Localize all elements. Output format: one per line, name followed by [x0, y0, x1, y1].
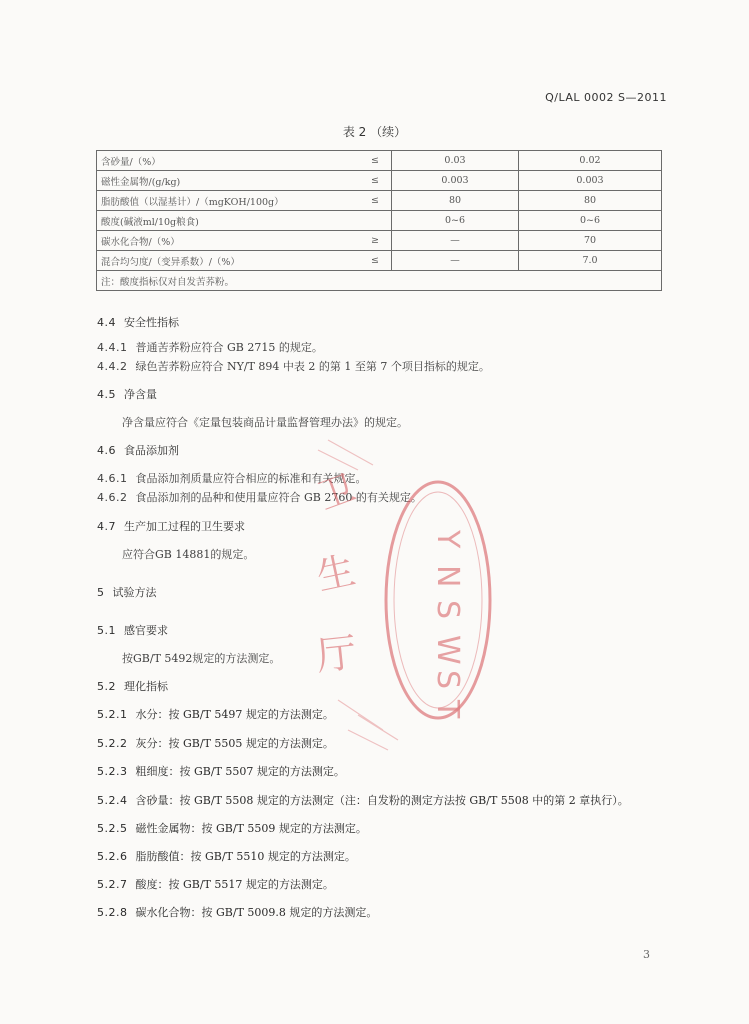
paragraph [122, 650, 280, 666]
svg-text:S: S [430, 600, 465, 620]
clause-text: 碳水化合物：按 GB/T 5009.8 规定的方法测定。 [135, 906, 378, 919]
clause-number: 4.5 [97, 388, 116, 401]
clause-number: 5.2.5 [97, 822, 128, 835]
clause-number: 4.4 [97, 316, 116, 329]
clause-number: 5.2.2 [97, 737, 128, 750]
section-heading [97, 622, 168, 638]
clause-text: 磁性金属物：按 GB/T 5509 规定的方法测定。 [135, 822, 367, 835]
table-cell-operator: ≤ [359, 151, 392, 171]
table-cell-item: 磁性金属物/(g/kg) [97, 171, 360, 191]
table-cell-operator [359, 211, 392, 231]
clause-text: 酸度：按 GB/T 5517 规定的方法测定。 [135, 878, 334, 891]
table-row [97, 191, 662, 211]
clause-number: 5.2.6 [97, 850, 128, 863]
clause-number: 4.6 [97, 444, 116, 457]
clause-text: 净含量 [124, 388, 157, 401]
clause-number: 5.2 [97, 680, 116, 693]
clause-text: 食品添加剂的品种和使用量应符合 GB 2760 的有关规定。 [135, 491, 422, 504]
section-heading [97, 386, 157, 402]
clause-text: 感官要求 [124, 624, 168, 637]
svg-text:Y: Y [430, 530, 465, 549]
paragraph [122, 546, 254, 562]
section-heading [97, 518, 245, 534]
table-cell-value-green: 70 [519, 231, 662, 251]
svg-text:生: 生 [312, 547, 360, 599]
table-row [97, 151, 662, 171]
table-cell-value-green: 7.0 [519, 251, 662, 271]
clause-item [97, 792, 629, 808]
table-cell-value-green: 0.02 [519, 151, 662, 171]
table-row [97, 251, 662, 271]
clause-item [97, 339, 323, 355]
clause-text: 食品添加剂 [124, 444, 179, 457]
document-code: Q/LAL 0002 S—2011 [545, 91, 667, 104]
svg-text:卫: 卫 [313, 467, 361, 519]
table-cell-value-green: 0.003 [519, 171, 662, 191]
table-cell-value-green: 0~6 [519, 211, 662, 231]
section-heading [97, 442, 179, 458]
clause-item [97, 358, 490, 374]
table-cell-value-normal: — [392, 231, 519, 251]
spec-table [96, 150, 662, 291]
clause-item [97, 820, 367, 836]
table-cell-value-normal: 0.003 [392, 171, 519, 191]
clause-number: 4.4.2 [97, 360, 128, 373]
clause-text: 应符合GB 14881的规定。 [122, 548, 255, 561]
clause-number: 4.7 [97, 520, 116, 533]
table-cell-value-normal: — [392, 251, 519, 271]
table-cell-item: 酸度(碱液ml/10g粮食) [97, 211, 360, 231]
clause-number: 4.6.1 [97, 472, 128, 485]
table-cell-value-green: 80 [519, 191, 662, 211]
svg-text:W: W [430, 635, 465, 665]
section-heading [97, 314, 179, 330]
section-heading [97, 584, 157, 600]
clause-text: 水分：按 GB/T 5497 规定的方法测定。 [135, 708, 334, 721]
table-cell-item: 混合均匀度/（变异系数）/（%） [97, 251, 360, 271]
clause-text: 普通苦荞粉应符合 GB 2715 的规定。 [135, 341, 323, 354]
paragraph [122, 414, 408, 430]
official-seal-stamp [288, 430, 508, 770]
clause-text: 粗细度：按 GB/T 5507 规定的方法测定。 [135, 765, 345, 778]
clause-number: 5.2.3 [97, 765, 128, 778]
clause-text: 灰分：按 GB/T 5505 规定的方法测定。 [135, 737, 334, 750]
table-title: 表 2 （续） [342, 125, 407, 139]
table-cell-value-normal: 0~6 [392, 211, 519, 231]
table-cell-value-normal: 80 [392, 191, 519, 211]
clause-text: 脂肪酸值：按 GB/T 5510 规定的方法测定。 [135, 850, 356, 863]
clause-item [97, 876, 334, 892]
table-row [97, 211, 662, 231]
table-cell-operator: ≤ [359, 191, 392, 211]
table-cell-item: 碳水化合物/（%） [97, 231, 360, 251]
clause-item [97, 848, 356, 864]
clause-number: 5 [97, 586, 105, 599]
page-number: 3 [643, 948, 650, 961]
table-row [97, 231, 662, 251]
clause-number: 5.2.1 [97, 708, 128, 721]
clause-text: 净含量应符合《定量包装商品计量监督管理办法》的规定。 [122, 416, 408, 429]
svg-text:S: S [430, 670, 465, 690]
clause-text: 绿色苦荞粉应符合 NY/T 894 中表 2 的第 1 至第 7 个项目指标的规定。 [135, 360, 490, 373]
clause-number: 4.6.2 [97, 491, 128, 504]
clause-text: 含砂量：按 GB/T 5508 规定的方法测定（注：自发粉的测定方法按 GB/T 5508 中的第 2 章执行）。 [135, 794, 629, 807]
clause-text: 试验方法 [112, 586, 157, 599]
table-cell-item: 脂肪酸值（以湿基计）/（mgKOH/100g） [97, 191, 360, 211]
table-cell-value-normal: 0.03 [392, 151, 519, 171]
clause-text: 理化指标 [124, 680, 168, 693]
clause-text: 按GB/T 5492规定的方法测定。 [122, 652, 281, 665]
table-cell-item: 含砂量/（%） [97, 151, 360, 171]
table-note-row [97, 271, 662, 291]
clause-text: 生产加工过程的卫生要求 [124, 520, 245, 533]
table-row [97, 171, 662, 191]
svg-text:厅: 厅 [314, 630, 359, 680]
clause-number: 5.2.8 [97, 906, 128, 919]
table-note: 注：酸度指标仅对自发苦荞粉。 [97, 271, 662, 291]
table-cell-operator: ≤ [359, 171, 392, 191]
table-cell-operator: ≤ [359, 251, 392, 271]
clause-number: 5.2.4 [97, 794, 128, 807]
clause-text: 安全性指标 [124, 316, 179, 329]
clause-number: 4.4.1 [97, 341, 128, 354]
svg-text:N: N [430, 565, 465, 588]
clause-number: 5.1 [97, 624, 116, 637]
clause-text: 食品添加剂质量应符合相应的标准和有关规定。 [135, 472, 367, 485]
section-heading [97, 678, 168, 694]
clause-item [97, 904, 377, 920]
svg-text:T: T [430, 700, 465, 719]
clause-number: 5.2.7 [97, 878, 128, 891]
table-cell-operator: ≥ [359, 231, 392, 251]
